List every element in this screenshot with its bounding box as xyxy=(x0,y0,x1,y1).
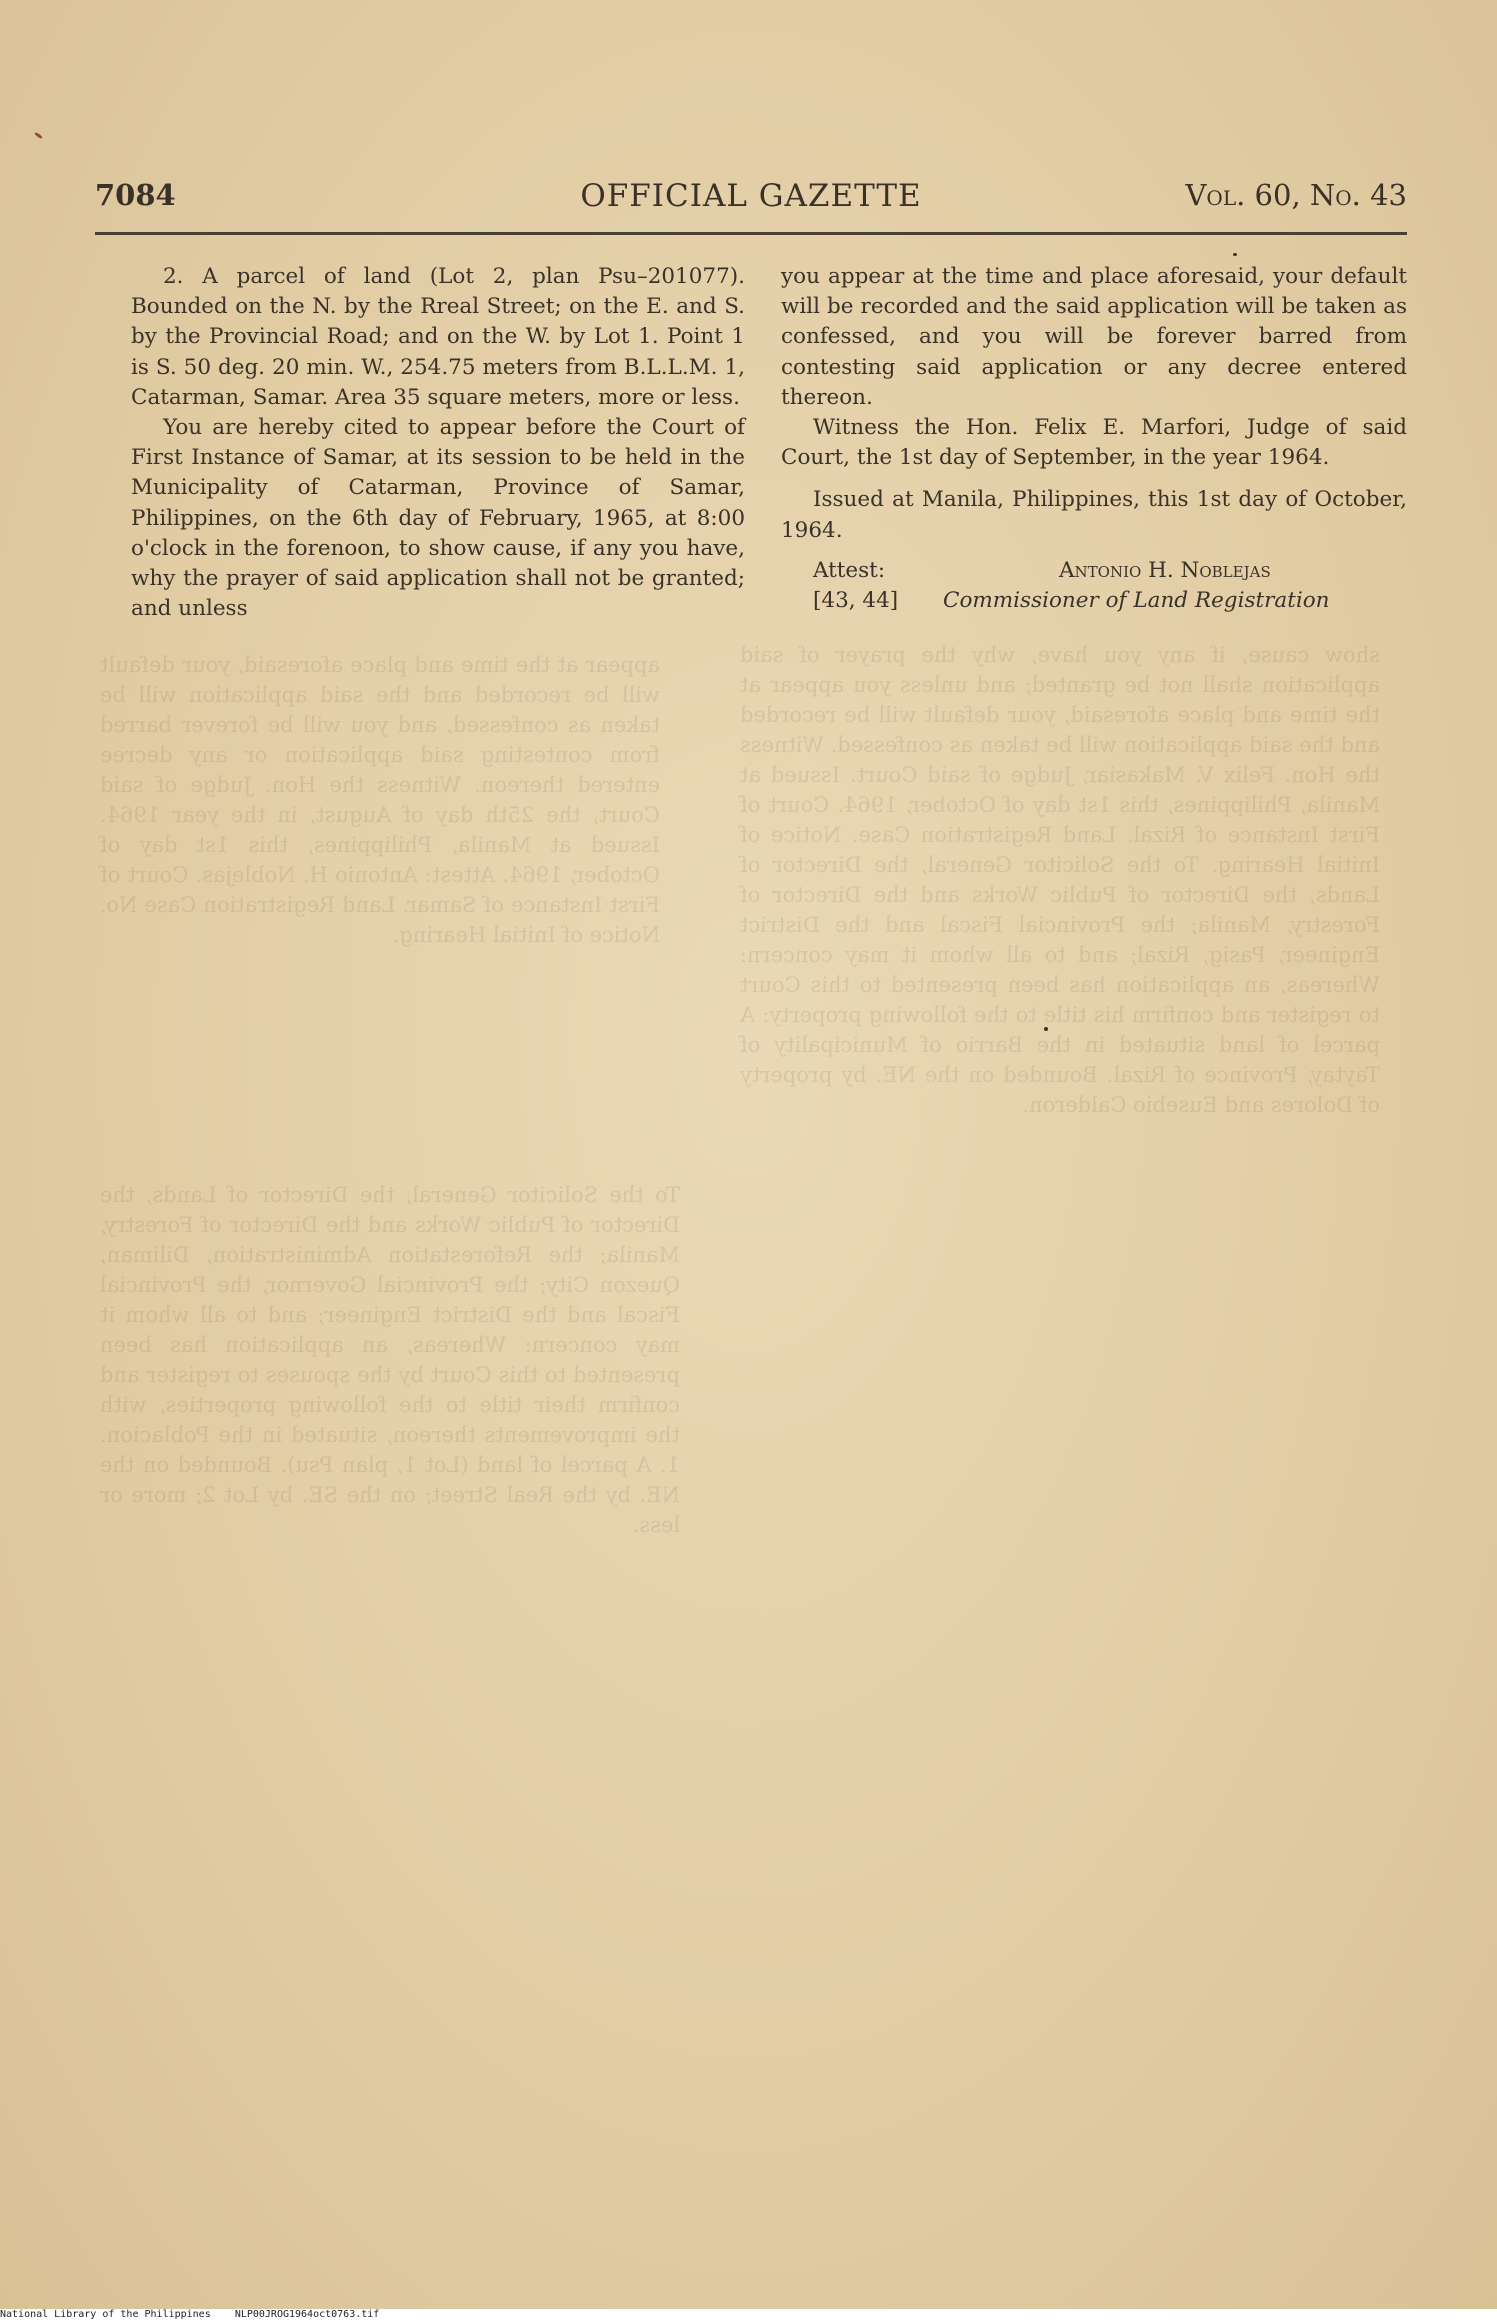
issued-paragraph: Issued at Manila, Philippines, this 1st day of October, 1964. xyxy=(781,487,1407,543)
volume-number: Vol. 60, No. 43 xyxy=(1185,178,1407,212)
paper-speck xyxy=(34,132,43,140)
left-column xyxy=(131,262,745,624)
parcel-description: 2. A parcel of land (Lot 2, plan Psu–201077). Bounded on the N. by the Rreal Street; on the E. and S. by the Provincial Road; and on the W. by Lot 1. Point 1 is S. 50 deg. 20 min. W., 254.75 meters from B.L.L.M. 1, Catarman, Samar. Area 35 square meters, more or less. xyxy=(131,264,745,410)
scan-footer xyxy=(0,2309,1497,2321)
right-column xyxy=(781,262,1407,616)
header-rule xyxy=(95,232,1407,235)
paper-speck xyxy=(1044,1027,1048,1031)
page-number: 7084 xyxy=(95,178,176,212)
commissioner-title: Commissioner of Land Registration xyxy=(943,587,1330,613)
publication-title: OFFICIAL GAZETTE xyxy=(580,178,922,214)
bleed-through-text: To the Solicitor General, the Director of Lands, the Director of Public Works and the Director of Forestry, Manila; the Reforestation Administration, Diliman, Quezon City; the Provincial Governor, the Provincial Fiscal and the District Engineer; and to all whom it may concern: Whereas, an application has been presented to this Court by the spouses to register and confirm their title to the following properties, with the improvements thereon, situated in the Poblacion. 1. A parcel of land (Lot 1, plan Psu). Bounded on the NE. by the Real Street; on the SE. by Lot 2; more or less. xyxy=(100,1183,680,1537)
attestation-block xyxy=(781,556,1407,616)
default-warning: you appear at the time and place aforesaid, your default will be recorded and the said application will be taken as confessed, and you will be forever barred from contesting said application or any decree entered thereon. xyxy=(781,264,1407,410)
library-credit: National Library of the Philippines xyxy=(0,2309,211,2320)
scan-filename: NLP00JROG1964oct0763.tif xyxy=(234,2309,380,2320)
commissioner-name: Antonio H. Noblejas xyxy=(1059,557,1271,583)
issue-reference: [43, 44] xyxy=(813,587,899,613)
attest-label: Attest: xyxy=(813,557,886,583)
bleed-through-text: appear at the time and place aforesaid, your default will be recorded and the said application will be taken as confessed, and you will be forever barred from contesting said application or any decree entered thereon. Witness the Hon. Judge of said Court, the 25th day of August, in the year 1964. Issued at Manila, Philippines, this 1st day of October, 1964. Attest: Antonio H. Noblejas. Court of First Instance of Samar. Land Registration Case No. Notice of Initial Hearing. xyxy=(100,653,660,947)
paper-speck xyxy=(1233,253,1237,256)
citation-paragraph: You are hereby cited to appear before the Court of First Instance of Samar, at its session to be held in the Municipality of Catarman, Province of Samar, Philippines, on the 6th day of February, 1965, at 8:00 o'clock in the forenoon, to show cause, if any you have, why the prayer of said application shall not be granted; and unless xyxy=(131,415,745,622)
bleed-through-text: show cause, if any you have, why the prayer of said application shall not be granted; and unless you appear at the time and place aforesaid, your default will be recorded and the said application will be taken as confessed. Witness the Hon. Felix V. Makasiar, Judge of said Court. Issued at Manila, Philippines, this 1st day of October, 1964. Court of First Instance of Rizal. Land Registration Case. Notice of Initial Hearing. To the Solicitor General, the Director of Lands, the Director of Public Works and the Director of Forestry, Manila; the Provincial Fiscal and the District Engineer, Pasig, Rizal; and to all whom it may concern: Whereas, an application has been presented to this Court to register and confirm his title to the following property: A parcel of land situated in the Barrio of Municipality of Taytay, Province of Rizal. Bounded on the NE. by property of Dolores and Eusebio Calderon. xyxy=(740,643,1380,1117)
page-header xyxy=(95,178,1407,228)
witness-paragraph: Witness the Hon. Felix E. Marfori, Judge of said Court, the 1st day of September, in the year 1964. xyxy=(781,415,1407,471)
